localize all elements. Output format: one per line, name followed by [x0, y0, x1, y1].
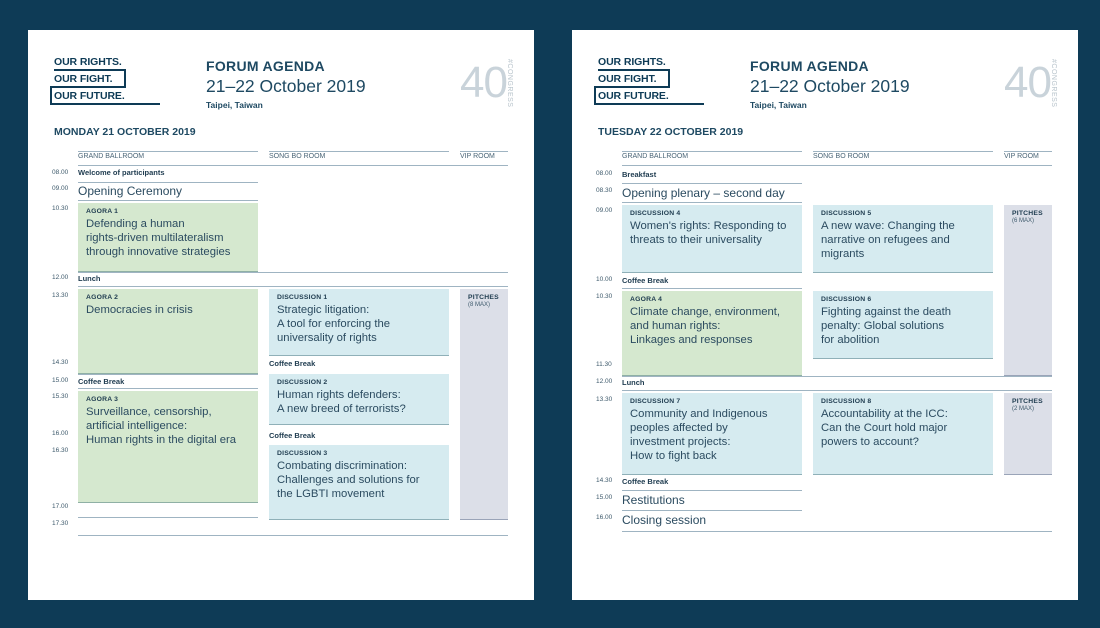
welcome-row: Welcome of participants: [78, 168, 165, 177]
time-label: 12.00: [596, 378, 613, 385]
session-label: DISCUSSION 3: [277, 450, 328, 457]
time-label: 14.30: [596, 477, 613, 484]
session-label: DISCUSSION 6: [821, 296, 872, 303]
opening-ceremony-row: Opening Ceremony: [78, 184, 183, 198]
time-label: 14.30: [52, 359, 69, 366]
session-title: Fighting against the death penalty: Global solutions for abolition: [821, 306, 952, 346]
time-label: 15.00: [52, 377, 69, 384]
session-label: PITCHES: [468, 294, 499, 301]
session-label: PITCHES: [1012, 210, 1043, 217]
time-label: 16.00: [596, 514, 613, 521]
time-label: 15.30: [52, 393, 69, 400]
time-label: 15.00: [596, 494, 613, 501]
time-label: 17.00: [52, 503, 69, 510]
session-label: DISCUSSION 1: [277, 294, 328, 301]
time-label: 13.30: [596, 396, 613, 403]
logo-line-1: OUR RIGHTS.: [598, 56, 666, 68]
time-label: 10.30: [52, 205, 69, 212]
breakfast-row: Breakfast: [622, 170, 657, 179]
session-title: Community and Indigenous peoples affected by investment projects: How to fight back: [630, 408, 768, 462]
agenda-header: [206, 58, 366, 110]
session-agora-2[interactable]: [78, 289, 258, 374]
time-label: 16.00: [52, 430, 69, 437]
session-discussion-1[interactable]: [269, 289, 449, 356]
time-label: 13.30: [52, 292, 69, 299]
session-title: Democracies in crisis: [86, 304, 193, 316]
session-agora-1[interactable]: [78, 203, 258, 272]
session-label: AGORA 1: [86, 208, 119, 215]
session-discussion-3[interactable]: [269, 445, 449, 520]
logo-line-2: OUR FIGHT.: [598, 73, 657, 85]
session-title: Strategic litigation: A tool for enforcing the universality of rights: [277, 304, 391, 344]
agenda-title: FORUM AGENDA: [206, 58, 325, 74]
column-header-grand-ballroom: GRAND BALLROOM: [622, 153, 689, 160]
agenda-dates: 21–22 October 2019: [750, 76, 910, 96]
time-label: 09.00: [596, 207, 613, 214]
session-discussion-7[interactable]: [622, 393, 802, 475]
session-label: AGORA 2: [86, 294, 119, 301]
session-agora-3[interactable]: [78, 391, 258, 503]
lunch-row: Lunch: [622, 378, 645, 387]
opening-plenary-row: Opening plenary – second day: [622, 186, 785, 200]
time-label: 08.00: [596, 170, 613, 177]
session-title: Accountability at the ICC: Can the Court hold major powers to account?: [821, 408, 948, 448]
time-label: 09.00: [52, 185, 69, 192]
logo-line-3: OUR FUTURE.: [54, 90, 125, 102]
coffee-break-row: Coffee Break: [622, 477, 669, 486]
logo-line-2: OUR FIGHT.: [54, 73, 113, 85]
session-agora-4[interactable]: [622, 291, 802, 376]
session-label: DISCUSSION 2: [277, 379, 328, 386]
congress-hashtag: #CONGRESS: [506, 59, 513, 108]
session-label: AGORA 4: [630, 296, 663, 303]
session-label: DISCUSSION 4: [630, 210, 681, 217]
session-pitches[interactable]: [1004, 393, 1052, 475]
session-capacity: (2 MAX): [1012, 406, 1035, 412]
session-pitches[interactable]: [1004, 205, 1052, 376]
session-label: PITCHES: [1012, 398, 1043, 405]
session-label: AGORA 3: [86, 396, 119, 403]
closing-session-row: Closing session: [622, 513, 707, 527]
session-title: Combating discrimination: Challenges and solutions for the LGBTI movement: [277, 460, 420, 500]
agenda-dates: 21–22 October 2019: [206, 76, 366, 96]
session-label: DISCUSSION 8: [821, 398, 872, 405]
time-label: 08.00: [52, 169, 69, 176]
column-header-song-bo-room: SONG BO ROOM: [813, 153, 870, 160]
time-label: 16.30: [52, 447, 69, 454]
session-pitches[interactable]: [460, 289, 508, 520]
time-label: 12.00: [52, 274, 69, 281]
time-label: 11.30: [596, 361, 612, 368]
logo-line-1: OUR RIGHTS.: [54, 56, 122, 68]
session-title: Women's rights: Responding to threats to their universality: [630, 220, 787, 246]
time-label: 17.30: [52, 520, 69, 527]
agenda-page-monday: [28, 30, 534, 600]
session-title: Surveillance, censorship, artificial intelligence: Human rights in the digital era: [86, 406, 237, 446]
day-title: MONDAY 21 OCTOBER 2019: [54, 126, 196, 138]
session-label: DISCUSSION 7: [630, 398, 681, 405]
coffee-break-row: Coffee Break: [269, 359, 316, 368]
time-label: 10.30: [596, 293, 613, 300]
session-discussion-4[interactable]: [622, 205, 802, 273]
session-label: DISCUSSION 5: [821, 210, 872, 217]
session-title: A new wave: Changing the narrative on refugees and migrants: [821, 220, 955, 260]
coffee-break-row: Coffee Break: [622, 276, 669, 285]
lunch-row: Lunch: [78, 274, 101, 283]
logo-line-3: OUR FUTURE.: [598, 90, 669, 102]
time-label: 08.30: [596, 187, 613, 194]
agenda-location: Taipei, Taiwan: [206, 100, 263, 110]
session-capacity: (8 MAX): [468, 302, 491, 308]
column-header-song-bo-room: SONG BO ROOM: [269, 153, 326, 160]
session-title: Defending a human rights-driven multilateralism through innovative strategies: [86, 218, 231, 258]
column-header-vip-room: VIP ROOM: [1004, 153, 1039, 160]
column-header-grand-ballroom: GRAND BALLROOM: [78, 153, 145, 160]
congress-number: 40: [460, 58, 507, 107]
column-header-vip-room: VIP ROOM: [460, 153, 495, 160]
time-label: 10.00: [596, 276, 613, 283]
session-discussion-5[interactable]: [813, 205, 993, 273]
restitutions-row: Restitutions: [622, 493, 685, 507]
session-title: Human rights defenders: A new breed of terrorists?: [277, 389, 406, 415]
agenda-page-tuesday: [572, 30, 1078, 600]
session-capacity: (6 MAX): [1012, 218, 1035, 224]
session-title: Climate change, environment, and human rights: Linkages and responses: [630, 306, 781, 346]
coffee-break-row: Coffee Break: [269, 431, 316, 440]
coffee-break-row: Coffee Break: [78, 377, 125, 386]
session-discussion-2[interactable]: [269, 374, 449, 425]
congress-hashtag: #CONGRESS: [1050, 59, 1057, 108]
day-title: TUESDAY 22 OCTOBER 2019: [598, 126, 744, 138]
agenda-location: Taipei, Taiwan: [750, 100, 807, 110]
agenda-header: [750, 58, 910, 110]
session-discussion-6[interactable]: [813, 291, 993, 359]
agenda-title: FORUM AGENDA: [750, 58, 869, 74]
congress-number: 40: [1004, 58, 1051, 107]
session-discussion-8[interactable]: [813, 393, 993, 475]
